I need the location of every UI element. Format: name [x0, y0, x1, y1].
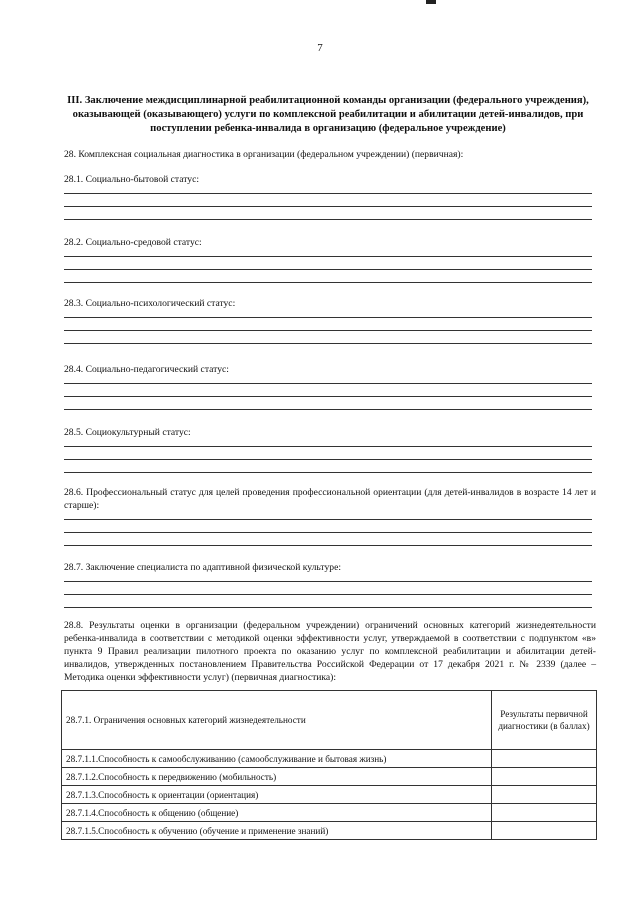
- row-label: 28.7.1.1.Способность к самообслуживанию (самообслуживание и бытовая жизнь): [62, 750, 492, 768]
- answer-line: [64, 193, 592, 194]
- score-cell[interactable]: [492, 786, 597, 804]
- answer-line: [64, 607, 592, 608]
- answer-line: [64, 545, 592, 546]
- score-cell[interactable]: [492, 804, 597, 822]
- item-28-8: 28.8. Результаты оценки в организации (федеральном учреждении) ограничений основных категорий жизнедеятельности ребенка-инвалида в соответствии с методикой оценки эффективности услуг, утверждаемой в соответствии с подпунктом «в» пункта 9 Правил реализации пилотного проекта по оказанию услуг по комплексной реабилитации и абилитации детей-инвалидов, утвержденных постановлением Правительства Российской Федерации от 17 декабря 2021 г. № 2339 (далее – Методика оценки эффективности услуг) (первичная диагностика):: [64, 620, 596, 683]
- table-header-row: [62, 691, 597, 750]
- row-label: 28.7.1.4.Способность к общению (общение): [62, 804, 492, 822]
- results-table: [61, 690, 597, 840]
- score-cell[interactable]: [492, 822, 597, 840]
- row-label: 28.7.1.5.Способность к обучению (обучение и применение знаний): [62, 822, 492, 840]
- header-results: Результаты первичной диагностики (в баллах): [492, 691, 597, 750]
- page-number: 7: [317, 42, 323, 54]
- table-row: [62, 822, 597, 840]
- answer-line: [64, 282, 592, 283]
- item-28-6: 28.6. Профессиональный статус для целей проведения профессиональной ориентации (для детей-инвалидов в возрасте 14 лет и старше):: [64, 487, 596, 511]
- score-cell[interactable]: [492, 768, 597, 786]
- answer-line: [64, 256, 592, 257]
- item-28-7: 28.7. Заключение специалиста по адаптивной физической культуре:: [64, 562, 342, 573]
- answer-line: [64, 206, 592, 207]
- answer-line: [64, 219, 592, 220]
- item-28: 28. Комплексная социальная диагностика в организации (федеральном учреждении) (первичная):: [64, 149, 464, 160]
- answer-line: [64, 472, 592, 473]
- item-28-2: 28.2. Социально-средовой статус:: [64, 237, 202, 248]
- row-label: 28.7.1.2.Способность к передвижению (мобильность): [62, 768, 492, 786]
- scan-mark: [426, 0, 436, 4]
- answer-line: [64, 459, 592, 460]
- answer-line: [64, 581, 592, 582]
- answer-line: [64, 594, 592, 595]
- table-row: [62, 768, 597, 786]
- section-title: III. Заключение междисциплинарной реабилитационной команды организации (федерального учреждения), оказывающей (оказывающего) услуги по комплексной реабилитации и абилитации детей-инвалидов, при поступлении ребенка-инвалида в организацию (федеральное учреждение): [67, 95, 589, 134]
- score-cell[interactable]: [492, 750, 597, 768]
- answer-line: [64, 409, 592, 410]
- answer-line: [64, 446, 592, 447]
- answer-line: [64, 396, 592, 397]
- answer-line: [64, 317, 592, 318]
- answer-line: [64, 532, 592, 533]
- item-28-1: 28.1. Социально-бытовой статус:: [64, 174, 200, 185]
- answer-line: [64, 269, 592, 270]
- item-28-4: 28.4. Социально-педагогический статус:: [64, 364, 229, 375]
- table-row: [62, 804, 597, 822]
- row-label: 28.7.1.3.Способность к ориентации (ориентация): [62, 786, 492, 804]
- answer-line: [64, 383, 592, 384]
- answer-line: [64, 330, 592, 331]
- answer-line: [64, 343, 592, 344]
- table-row: [62, 786, 597, 804]
- item-28-5: 28.5. Социокультурный статус:: [64, 427, 191, 438]
- header-categories: 28.7.1. Ограничения основных категорий жизнедеятельности: [62, 691, 492, 750]
- table-row: [62, 750, 597, 768]
- item-28-3: 28.3. Социально-психологический статус:: [64, 298, 236, 309]
- answer-line: [64, 519, 592, 520]
